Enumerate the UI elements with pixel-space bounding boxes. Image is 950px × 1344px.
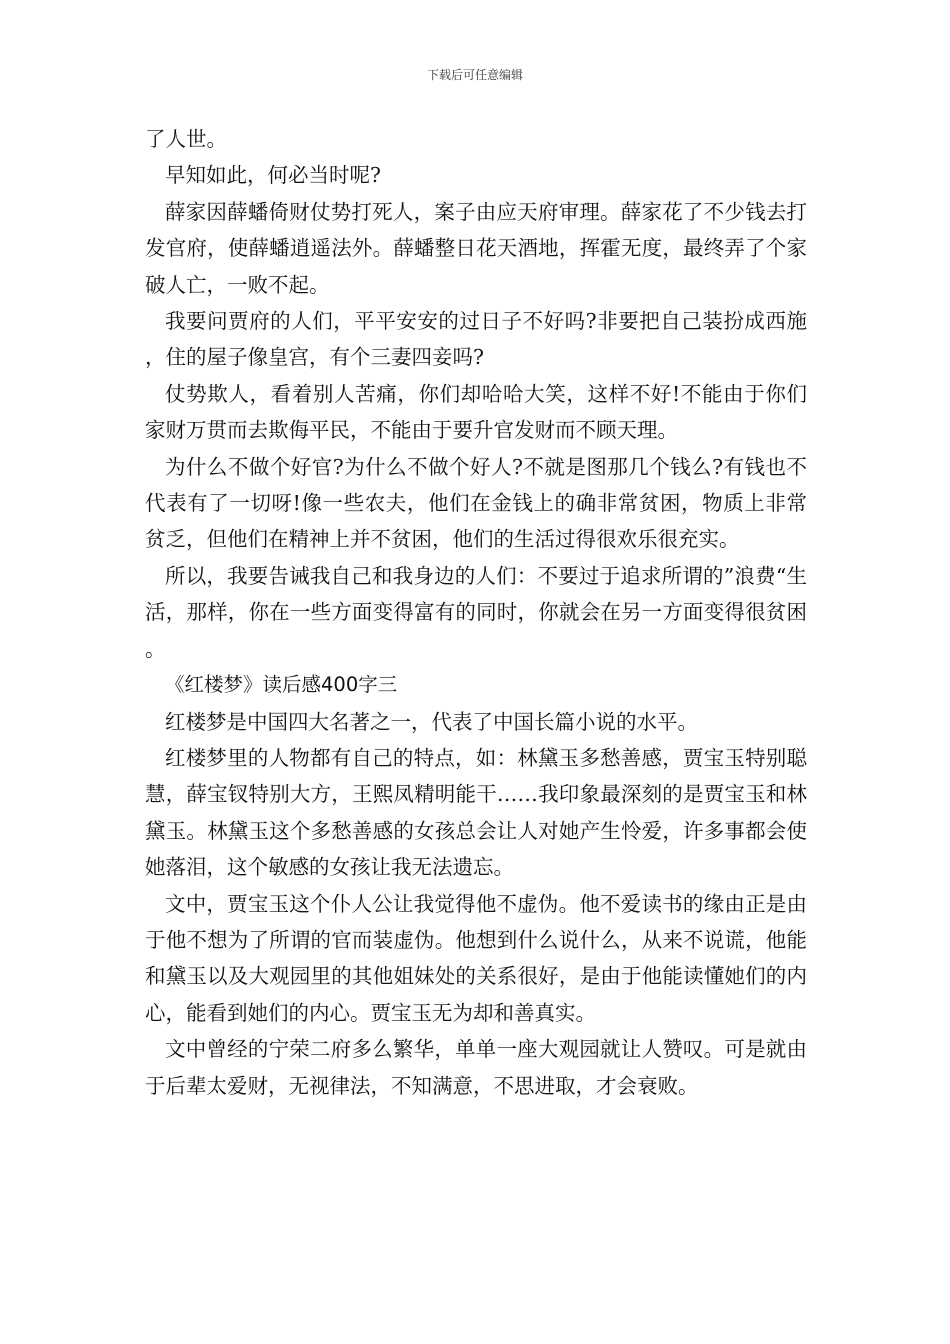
paragraph: 早知如此，何必当时呢?: [165, 163, 381, 188]
paragraph: 我要问贾府的人们，平平安安的过日子不好吗?非要把自己装扮成西施，住的屋子像皇宫，有个三妻四妾吗?: [145, 309, 807, 370]
paragraph: 薛家因薛蟠倚财仗势打死人，案子由应天府审理。薛家花了不少钱去打发官府，使薛蟠逍遥法外。薛蟠整日花天酒地，挥霍无度，最终弄了个家破人亡，一败不起。: [145, 199, 807, 297]
page-header: 下载后可任意编辑: [426, 68, 523, 82]
paragraph-continuation: 了人世。: [145, 127, 227, 151]
paragraph: 为什么不做个好官?为什么不做个好人?不就是图那几个钱么?有钱也不代表有了一切呀!像一些农夫，他们在金钱上的确非常贫困，物质上非常贫乏，但他们在精神上并不贫困，他们的生活过得很欢乐很充实。: [145, 454, 807, 552]
paragraph: 所以，我要告诫我自己和我身边的人们：不要过于追求所谓的”浪费“生活，那样，你在一些方面变得富有的同时，你就会在另一方面变得很贫困。: [145, 563, 807, 661]
section-heading: 《红楼梦》读后感400字三: [165, 673, 398, 697]
paragraph: 仗势欺人，看着别人苦痛，你们却哈哈大笑，这样不好!不能由于你们家财万贯而去欺侮平民，不能由于要升官发财而不顾天理。: [145, 381, 807, 443]
paragraph: 红楼梦里的人物都有自己的特点，如：林黛玉多愁善感，贾宝玉特别聪慧，薛宝钗特别大方，王熙凤精明能干……我印象最深刻的是贾宝玉和林黛玉。林黛玉这个多愁善感的女孩总会让人对她产生怜爱，许多事都会使她落泪，这个敏感的女孩让我无法遗忘。: [145, 745, 807, 880]
document-body: [145, 121, 807, 1104]
paragraph: 红楼梦是中国四大名著之一，代表了中国长篇小说的水平。: [165, 709, 698, 734]
paragraph: 文中曾经的宁荣二府多么繁华，单单一座大观园就让人赞叹。可是就由于后辈太爱财，无视律法，不知满意，不思进取，才会衰败。: [145, 1037, 807, 1098]
paragraph: 文中，贾宝玉这个仆人公让我觉得他不虚伪。他不爱读书的缘由正是由于他不想为了所谓的官而装虚伪。他想到什么说什么，从来不说谎，他能和黛玉以及大观园里的其他姐妹处的关系很好，是由于他能读懂她们的内心，能看到她们的内心。贾宝玉无为却和善真实。: [145, 891, 807, 1025]
